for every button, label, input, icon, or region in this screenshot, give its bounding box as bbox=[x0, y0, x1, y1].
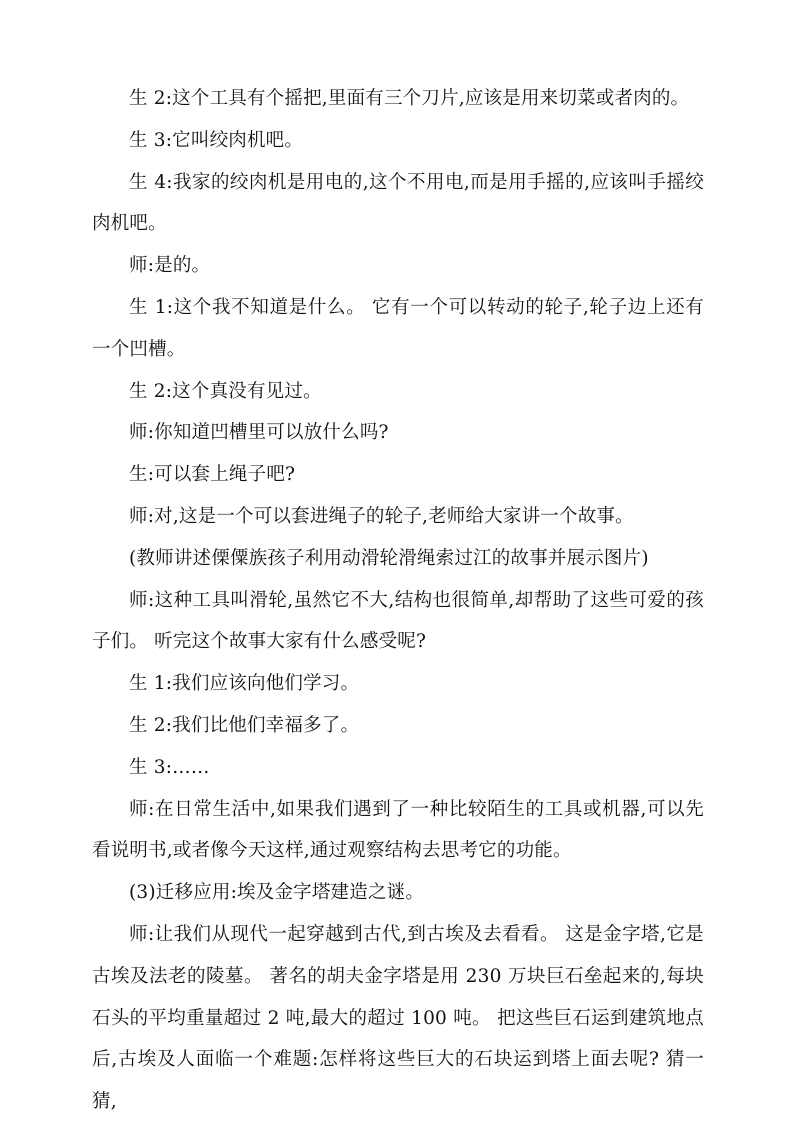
paragraph: 生 3:它叫绞肉机吧。 bbox=[129, 129, 304, 151]
paragraph: 生 2:我们比他们幸福多了。 bbox=[129, 714, 360, 736]
paragraph: 师:这种工具叫滑轮,虽然它不大,结构也很简单,却帮助了这些可爱的孩子们。 听完这个故事大家有什么感受呢? bbox=[92, 589, 704, 653]
paragraph: 师:是的。 bbox=[129, 255, 211, 277]
paragraph: 师:让我们从现代一起穿越到古代,到古埃及去看看。 这是金字塔,它是古埃及法老的陵墓。 著名的胡夫金字塔是用 230 万块巨石垒起来的,每块石头的平均重量超过 2 吨,最大的超过 100 吨。 把这些巨石运到建筑地点后,古埃及人面临一个难题:怎样将这些巨大的石块运到塔上面去呢? 猜一猜, bbox=[92, 923, 704, 1113]
paragraph: 生 4:我家的绞肉机是用电的,这个不用电,而是用手摇的,应该叫手摇绞肉机吧。 bbox=[92, 171, 704, 235]
paragraph: 生 1:我们应该向他们学习。 bbox=[129, 673, 360, 695]
paragraph: 生 3:…… bbox=[129, 756, 210, 778]
paragraph: 生 1:这个我不知道是什么。 它有一个可以转动的轮子,轮子边上还有一个凹槽。 bbox=[92, 296, 704, 360]
paragraph: 生 2:这个工具有个摇把,里面有三个刀片,应该是用来切菜或者肉的。 bbox=[129, 88, 690, 109]
paragraph: (教师讲述傈僳族孩子利用动滑轮滑绳索过江的故事并展示图片) bbox=[129, 547, 649, 569]
paragraph: 生:可以套上绳子吧? bbox=[129, 464, 296, 486]
document-body bbox=[92, 78, 704, 1123]
paragraph: 师:对,这是一个可以套进绳子的轮子,老师给大家讲一个故事。 bbox=[129, 505, 634, 527]
paragraph: 师:你知道凹槽里可以放什么吗? bbox=[129, 422, 389, 444]
paragraph: 师:在日常生活中,如果我们遇到了一种比较陌生的工具或机器,可以先看说明书,或者像今天这样,通过观察结构去思考它的功能。 bbox=[92, 798, 704, 862]
paragraph: 生 2:这个真没有见过。 bbox=[129, 380, 322, 402]
section-heading: (3)迁移应用:埃及金字塔建造之谜。 bbox=[129, 882, 425, 904]
